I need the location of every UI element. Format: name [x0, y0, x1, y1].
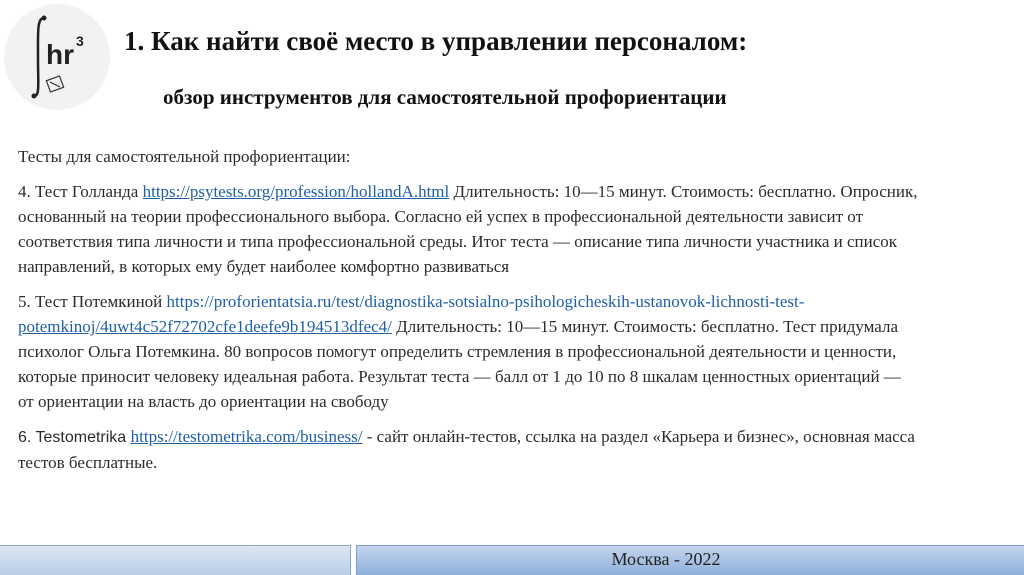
item-description: - сайт онлайн-тестов, ссылка на раздел «Карьера и бизнес», основная масса тестов бесплатные. [18, 427, 915, 472]
page-subtitle: обзор инструментов для самостоятельной профориентации [163, 85, 727, 109]
item-lead: 6. Testometrika [18, 429, 131, 446]
item-description: Длительность: 10—15 минут. Стоимость: бесплатно. Тест придумала психолог Ольга Потемкина. 80 вопросов помогут определить стремления в профессиональной деятельности и ценности, которые приносит человеку идеальная работа. Результат теста — балл от 1 до 10 по 8 шкалам ценностных ориентаций — от ориентации на власть до ориентации на свободу [18, 317, 901, 411]
testometrika-link[interactable]: https://testometrika.com/business/ [130, 427, 363, 446]
footer [356, 549, 1024, 570]
item-description: Длительность: 10—15 минут. Стоимость: бесплатно. Опросник, основанный на теории профессионального выбора. Согласно ей успех в профессиональной деятельности зависит от соответствия типа личности и типа профессиональной среды. Итог теста — описание типа личности участника и список направлений, в которых ему будет наиболее комфортно развиваться [18, 182, 918, 276]
list-item [18, 424, 918, 475]
hr3-logo [4, 4, 110, 110]
potemkina-test-link-part1[interactable]: https://proforientatsia.ru/test/diagnostika-sotsialno-psihologicheskih-ustanovok-lichnosti-test- [166, 292, 805, 311]
footer-left-bar [0, 545, 351, 575]
holland-test-link[interactable]: https://psytests.org/profession/hollandA.html [142, 182, 450, 201]
potemkina-test-link-part2[interactable]: potemkinoj/4uwt4c52f72702cfe1deefe9b194513dfec4/ [18, 317, 392, 336]
intro-text: Тесты для самостоятельной профориентации: [18, 147, 351, 166]
hr3-logo-mark [4, 4, 110, 110]
main-content [18, 144, 918, 485]
page-title: 1. Как найти своё место в управлении персоналом: [124, 26, 748, 56]
svg-text:hr: hr [46, 39, 74, 70]
svg-text:3: 3 [76, 33, 84, 49]
item-lead: 5. Тест Потемкиной [18, 292, 167, 311]
item-lead: 4. Тест Голланда [18, 182, 143, 201]
list-item [18, 289, 918, 414]
list-item [18, 179, 918, 279]
footer-text: Москва - 2022 [611, 549, 721, 569]
